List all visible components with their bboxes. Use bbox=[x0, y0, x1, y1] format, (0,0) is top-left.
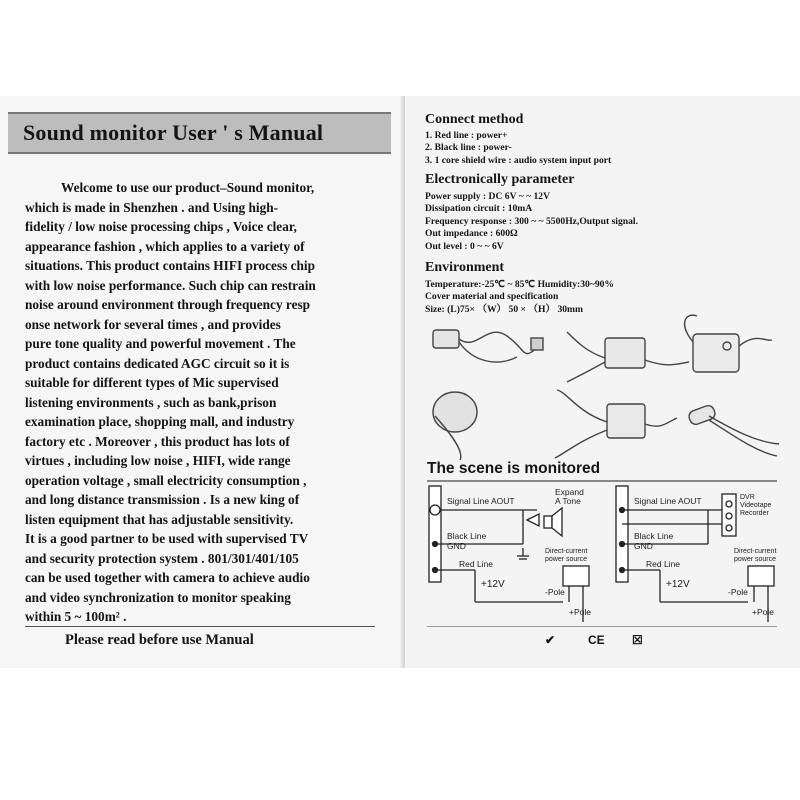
ce-mark-icon: CE bbox=[588, 633, 605, 647]
product-photo-collage bbox=[427, 312, 782, 460]
gnd-label: GND bbox=[447, 541, 466, 551]
intro-line: onse network for several times , and provides bbox=[25, 316, 281, 332]
environment-item: Temperature:-25℃ ~ 85℃ Humidity:30~90% bbox=[425, 279, 615, 290]
negative-pole-label: -Pole bbox=[545, 587, 565, 597]
product-photos bbox=[427, 312, 782, 460]
intro-line: product contains dedicated AGC circuit so it is bbox=[25, 355, 290, 371]
scene-heading: The scene is monitored bbox=[427, 460, 601, 477]
environment-list bbox=[425, 279, 614, 316]
signal-line-label: Signal Line AOUT bbox=[447, 496, 515, 506]
intro-line: situations. This product contains HIFI process chip bbox=[25, 258, 316, 273]
connect-item: 1. Red line : power+ bbox=[425, 130, 508, 141]
black-line-label: Black Line bbox=[634, 531, 674, 541]
parameter-item: Out impedance : 600Ω bbox=[425, 228, 518, 240]
device-label-line2: A Tone bbox=[555, 496, 581, 506]
power-source-label-line2: power source bbox=[545, 556, 588, 563]
intro-line: It is a good partner to be used with supervised TV bbox=[25, 531, 309, 546]
intro-line: within 5 ~ 100m² . bbox=[25, 609, 127, 624]
parameter-item: Power supply : DC 6V ~ ~ 12V bbox=[425, 191, 551, 202]
negative-pole-label: -Pole bbox=[728, 587, 748, 597]
intro-line: and video synchronization to monitor speaking bbox=[25, 589, 291, 605]
black-line-label: Black Line bbox=[447, 531, 487, 541]
intro-line: listen equipment that has adjustable sensitivity. bbox=[25, 511, 294, 527]
intro-line: appearance fashion , which applies to a variety of bbox=[25, 238, 305, 254]
electronic-parameter-list bbox=[425, 191, 638, 253]
power-source-label-line1: Direct-current bbox=[545, 548, 588, 555]
rohs-check-icon: ✔ bbox=[545, 633, 556, 647]
device-label-line1: DVR bbox=[740, 494, 755, 501]
environment-item: Size: (L)75× （W） 50 × （H） 30mm bbox=[425, 303, 584, 315]
intro-line: virtues , including low noise , HIFI, wide range bbox=[25, 453, 291, 468]
intro-line: can be used together with camera to achieve audio bbox=[25, 570, 310, 585]
intro-line: which is made in Shenzhen . and Using high- bbox=[25, 199, 279, 215]
footer-note: Please read before use Manual bbox=[65, 632, 254, 648]
intro-line: operation voltage , small electricity consumption , bbox=[25, 472, 307, 488]
environment-heading: Environment bbox=[425, 260, 505, 275]
intro-line: fidelity / low noise processing chips , Voice clear, bbox=[25, 219, 297, 234]
device-label-line3: Recorder bbox=[740, 510, 769, 517]
wiring-diagram-tone bbox=[419, 484, 609, 624]
intro-line: Welcome to use our product–Sound monitor, bbox=[61, 180, 315, 195]
connect-method-list bbox=[425, 130, 611, 167]
intro-line: and long distance transmission . Is a new king of bbox=[25, 492, 300, 507]
manual-title: Sound monitor User ' s Manual bbox=[23, 120, 324, 145]
intro-line: suitable for different types of Mic supervised bbox=[25, 375, 279, 390]
weee-bin-icon: ☒ bbox=[632, 633, 643, 647]
positive-pole-label: +Pole bbox=[569, 607, 591, 617]
intro-line: examination place, shopping mall, and industry bbox=[25, 414, 295, 429]
red-line-label: Red Line bbox=[459, 559, 494, 569]
signal-line-label: Signal Line AOUT bbox=[634, 496, 702, 506]
environment-item: Cover material and specification bbox=[425, 291, 559, 303]
intro-line: factory etc . Moreover , this product has lots of bbox=[25, 433, 290, 449]
connect-item: 2. Black line : power- bbox=[425, 142, 512, 154]
connect-method-heading: Connect method bbox=[425, 112, 524, 127]
intro-line: with low noise performance. Such chip can restrain bbox=[25, 277, 316, 293]
intro-line: noise around environment through frequency resp bbox=[25, 297, 311, 312]
intro-paragraph bbox=[25, 178, 380, 627]
manual-sheet bbox=[0, 96, 800, 668]
scene-divider bbox=[427, 480, 777, 482]
parameter-item: Dissipation circuit : 10mA bbox=[425, 203, 533, 215]
connect-item: 3. 1 core shield wire : audio system input port bbox=[425, 154, 612, 166]
electronic-parameter-heading: Electronically parameter bbox=[425, 172, 575, 187]
certification-divider bbox=[427, 626, 777, 627]
intro-line: listening environments , such as bank,prison bbox=[25, 394, 277, 410]
parameter-item: Out level : 0 ~ ~ 6V bbox=[425, 240, 504, 252]
positive-pole-label: +Pole bbox=[752, 607, 774, 617]
intro-line: and security protection system . 801/301/401/105 bbox=[25, 550, 299, 566]
intro-line: pure tone quality and powerful movement . The bbox=[25, 336, 296, 351]
device-label-line2: Videotape bbox=[740, 502, 772, 509]
power-source-label-line1: Direct-current bbox=[734, 548, 777, 555]
title-banner bbox=[8, 112, 391, 154]
device-label-line1: Expand bbox=[555, 487, 584, 497]
red-line-label: Red Line bbox=[646, 559, 681, 569]
left-page bbox=[0, 96, 404, 668]
voltage-label: +12V bbox=[481, 579, 505, 590]
wiring-diagram-dvr bbox=[610, 484, 800, 624]
power-source-label-line2: power source bbox=[734, 556, 777, 563]
voltage-label: +12V bbox=[666, 579, 690, 590]
right-page bbox=[405, 96, 800, 668]
footer-divider bbox=[25, 626, 375, 627]
gnd-label: GND bbox=[634, 541, 653, 551]
parameter-item: Frequency response : 300 ~ ~ 5500Hz,Output signal. bbox=[425, 215, 638, 227]
